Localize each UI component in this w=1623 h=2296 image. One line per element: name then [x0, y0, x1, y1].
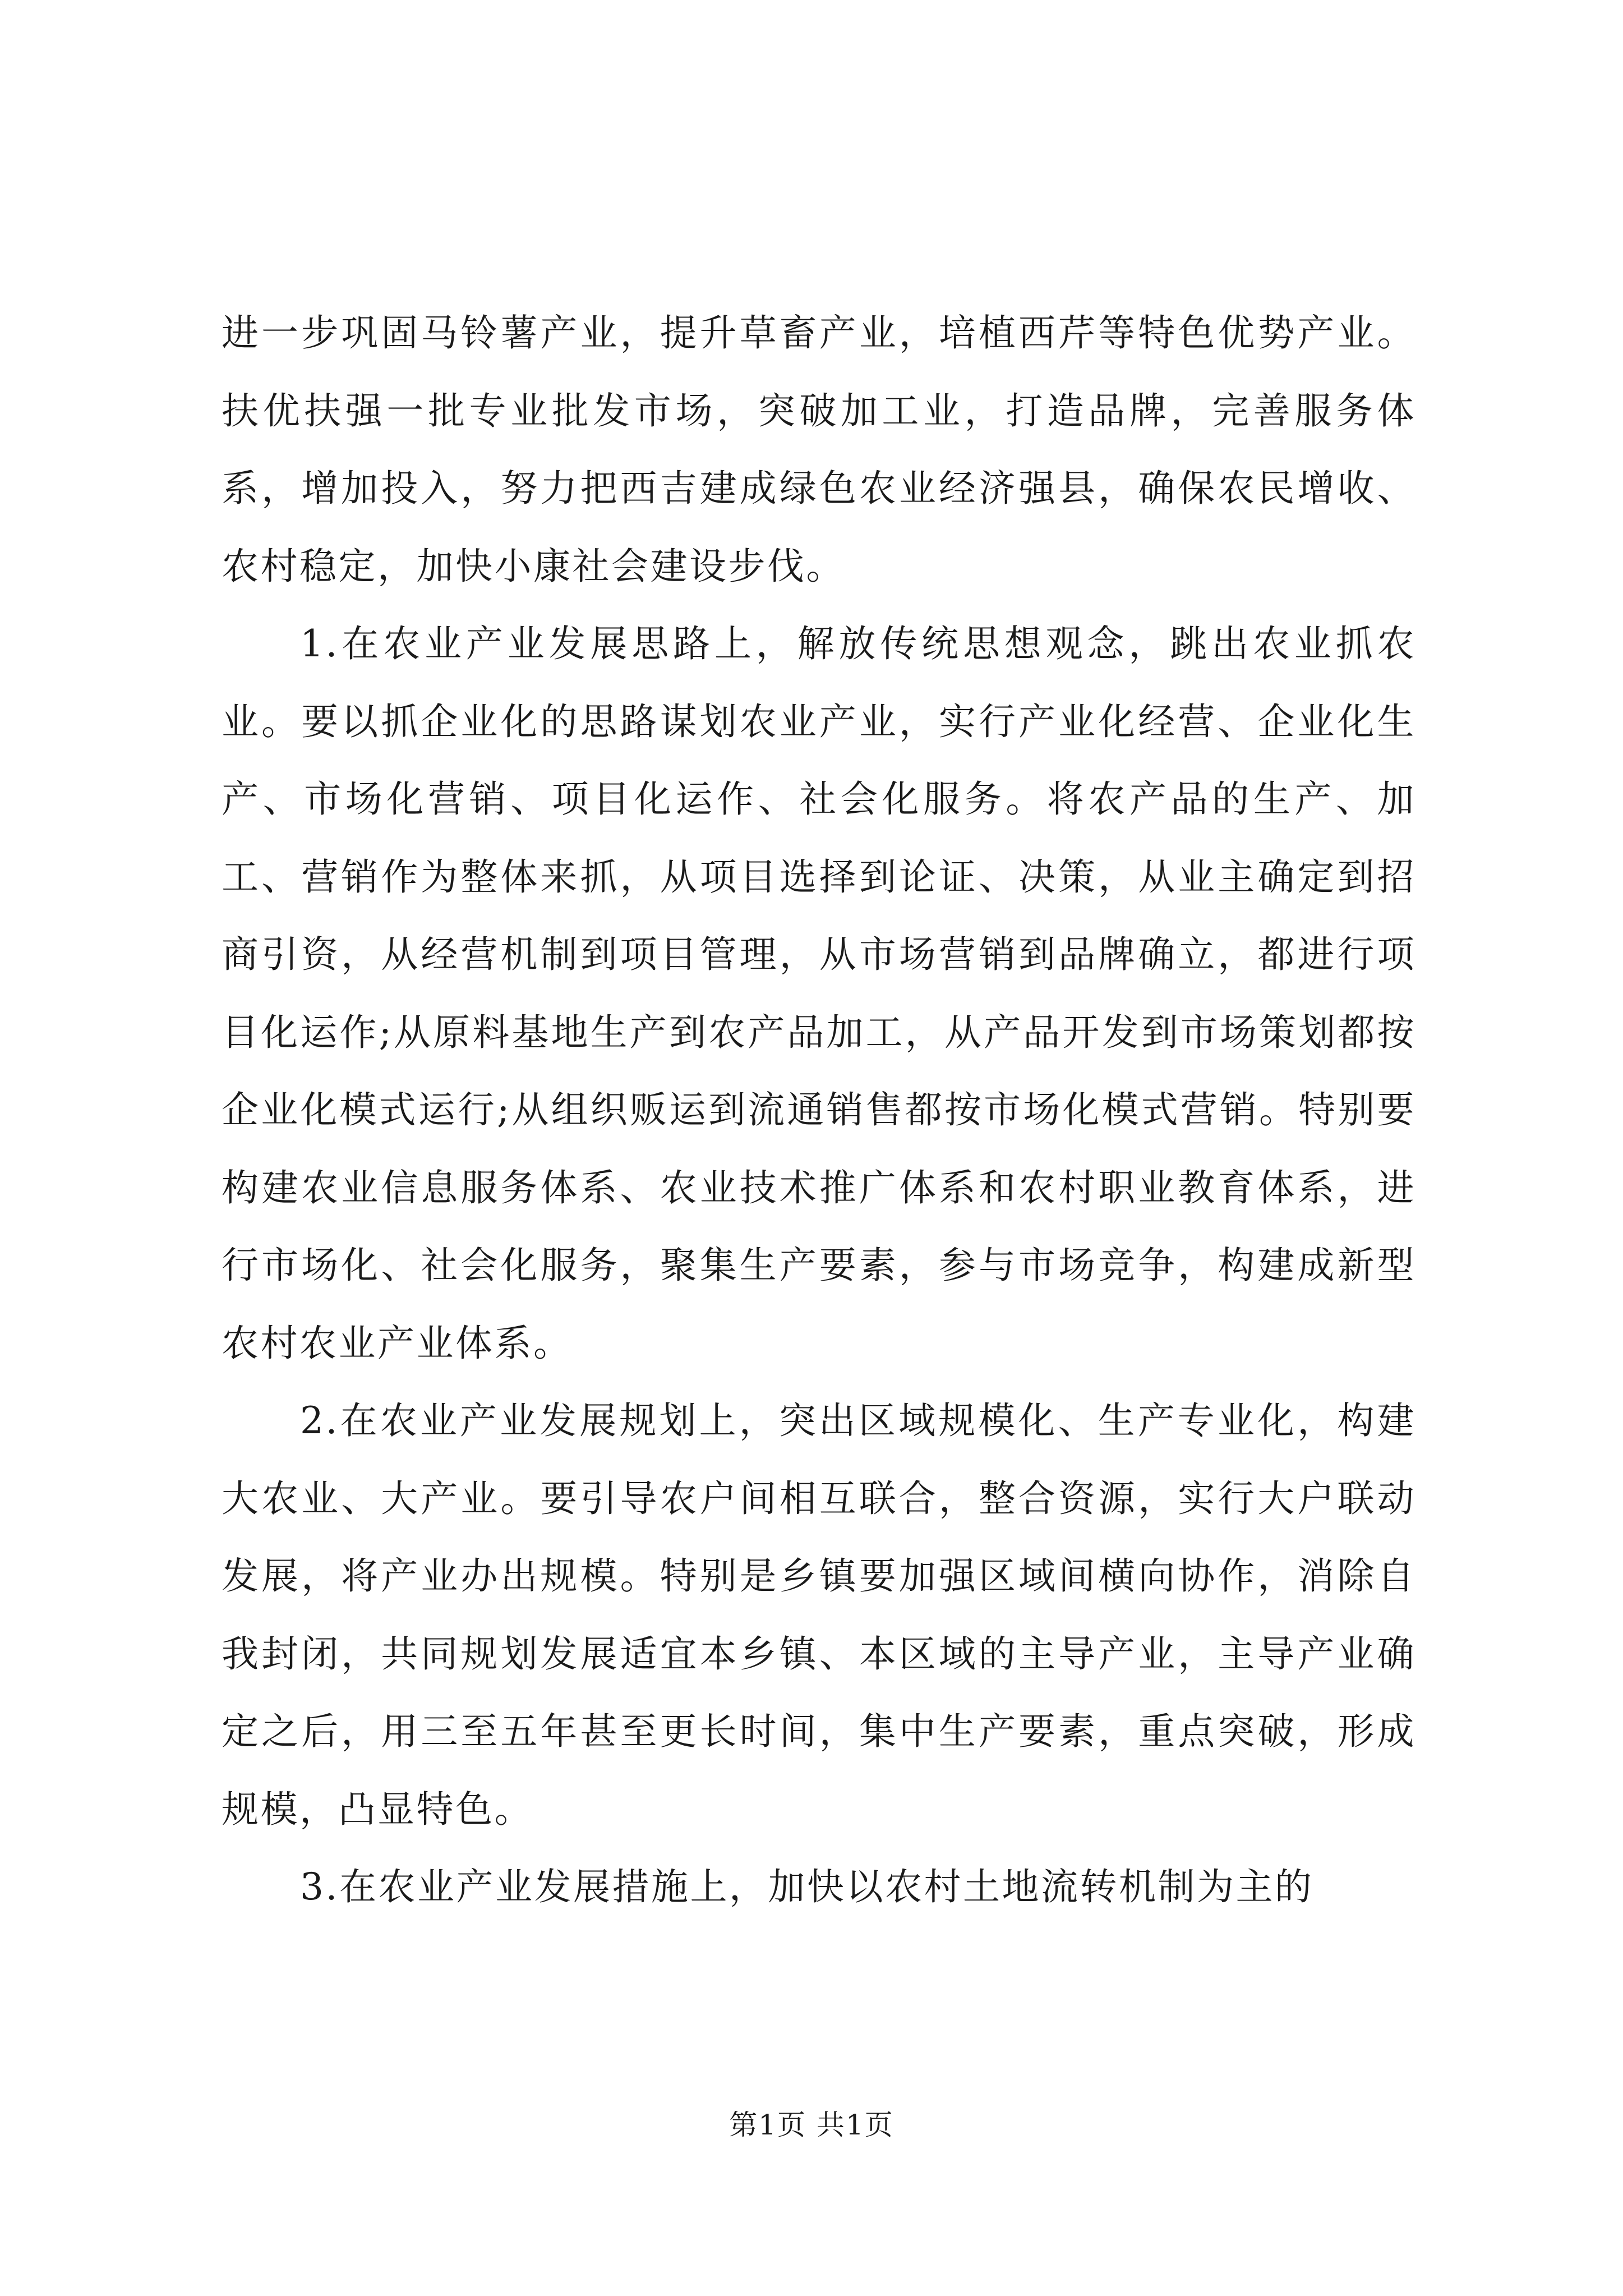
paragraph-continuation: 进一步巩固马铃薯产业，提升草畜产业，培植西芹等特色优势产业。扶优扶强一批专业批发市场，突破加工业，打造品牌，完善服务体系，增加投入，努力把西吉建成绿色农业经济强县，确保农民增收、农村稳定，加快小康社会建设步伐。: [222, 311, 1416, 588]
document-body: [222, 295, 1416, 1926]
paragraph-item-1: 1.在农业产业发展思路上，解放传统思想观念，跳出农业抓农业。要以抓企业化的思路谋划农业产业，实行产业化经营、企业化生产、市场化营销、项目化运作、社会化服务。将农产品的生产、加工、营销作为整体来抓，从项目选择到论证、决策，从业主确定到招商引资，从经营机制到项目管理，从市场营销到品牌确立，都进行项目化运作;从原料基地生产到农产品加工，从产品开发到市场策划都按企业化模式运行;从组织贩运到流通销售都按市场化模式营销。特别要构建农业信息服务体系、农业技术推广体系和农村职业教育体系，进行市场化、社会化服务，聚集生产要素，参与市场竞争，构建成新型农村农业产业体系。: [222, 622, 1416, 1365]
paragraph-item-2: 2.在农业产业发展规划上，突出区域规模化、生产专业化，构建大农业、大产业。要引导农户间相互联合，整合资源，实行大户联动发展，将产业办出规模。特别是乡镇要加强区域间横向协作，消除自我封闭，共同规划发展适宜本乡镇、本区域的主导产业，主导产业确定之后，用三至五年甚至更长时间，集中生产要素，重点突破，形成规模，凸显特色。: [222, 1399, 1416, 1831]
page-number-footer: 第1页 共1页: [729, 2109, 894, 2141]
paragraph-item-3: 3.在农业产业发展措施上，加快以农村土地流转机制为主的: [300, 1865, 1314, 1908]
